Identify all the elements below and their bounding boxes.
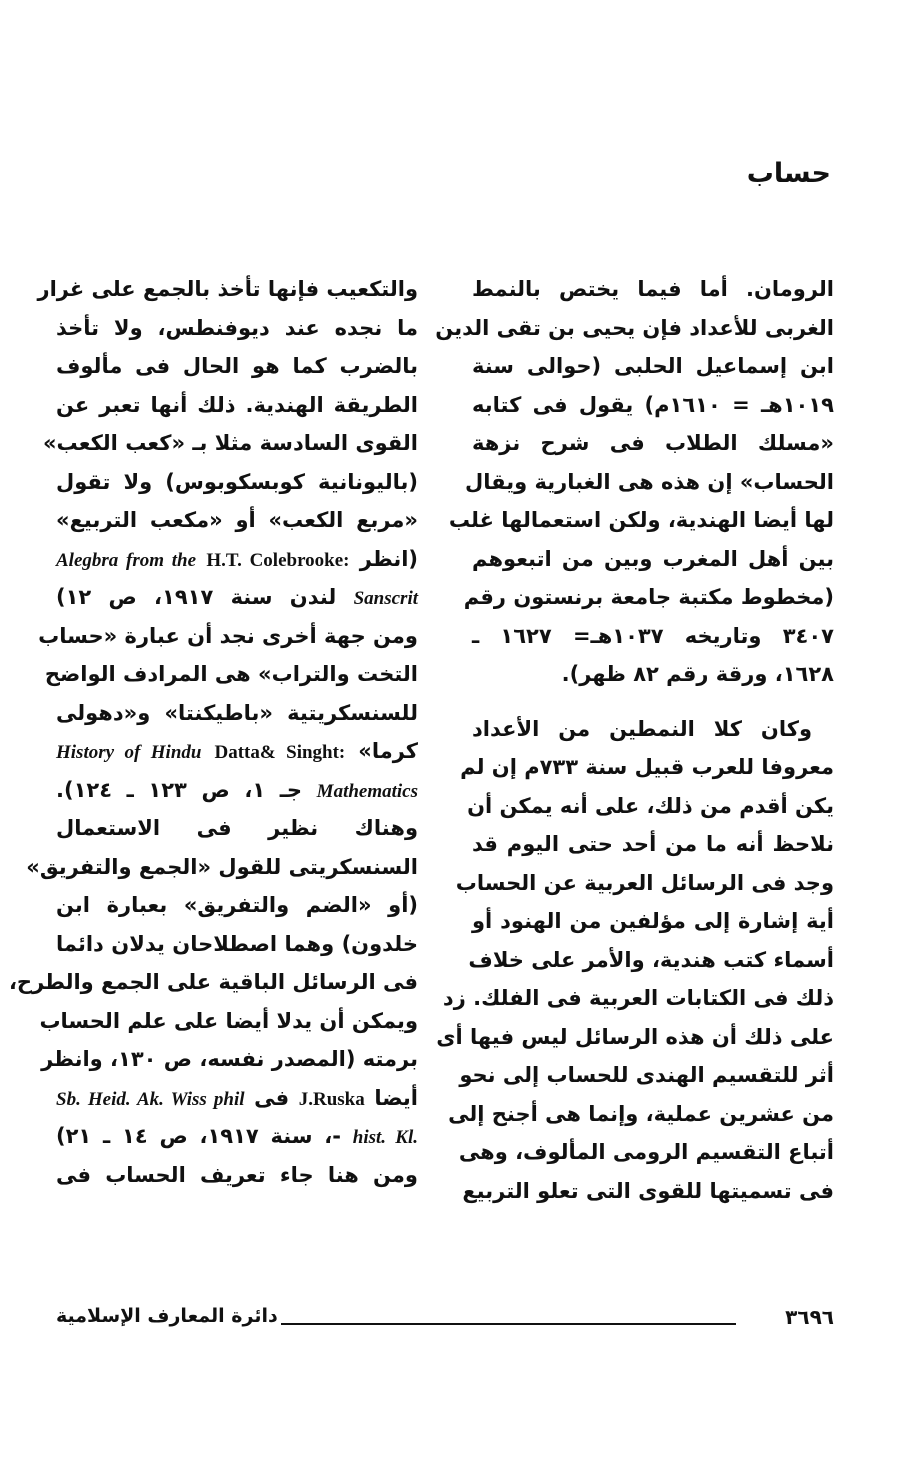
- text-line-mixed: [56, 1079, 418, 1118]
- text-line: السنسكريتى للقول «الجمع والتفريق»: [26, 854, 418, 879]
- latin-italic-text: Alegbra from the: [56, 549, 197, 571]
- right-column: [435, 270, 834, 1210]
- text-line: فى الرسائل الباقية على الجمع والطرح،: [8, 970, 418, 994]
- text-line: ١٦٢٨، ورقة رقم ٨٢ ظهر).: [561, 662, 834, 686]
- text-line: ما نجده عند ديوفنطس، ولا تأخذ: [56, 315, 418, 340]
- text-line: أسماء كتب هندية، والأمر على خلاف: [468, 947, 834, 972]
- latin-text: H.T. Colebrooke:: [206, 549, 350, 571]
- text-line: أثر للتقسيم الهندى للحساب إلى نحو: [459, 1063, 834, 1087]
- text-line: معروفا للعرب قبيل سنة ٧٣٣م إن لم: [460, 755, 834, 779]
- text-line: الغربى للأعداد فإن يحيى بن تقى الدين: [435, 315, 834, 340]
- text-segment: (انظر: [359, 546, 418, 571]
- text-line-mixed: [56, 771, 418, 810]
- latin-text: Datta& Singht:: [214, 742, 346, 763]
- latin-italic-text: hist. Kl.: [352, 1127, 418, 1148]
- latin-italic-text: Mathematics: [316, 780, 419, 802]
- text-line: ذلك فى الكتابات العربية فى الفلك. زد: [442, 986, 834, 1010]
- text-line: ومن هنا جاء تعريف الحساب فى: [56, 1162, 418, 1187]
- text-line: من عشرين عملية، وإنما هى أجنح إلى: [448, 1101, 834, 1126]
- text-line-mixed: [56, 732, 418, 771]
- text-line-mixed: [56, 540, 418, 579]
- text-line: ١٠١٩هـ = ١٦١٠م) يقول فى كتابه: [472, 392, 834, 417]
- text-line: التخت والتراب» هى المرادف الواضح: [44, 662, 418, 686]
- text-line-mixed: [56, 578, 418, 617]
- text-segment: كرما»: [358, 739, 419, 763]
- text-line: (باليونانية كوبسكوبوس) ولا تقول: [56, 469, 418, 494]
- text-line: للسنسكريتية «باطيكنتا» و«دهولى: [56, 700, 418, 725]
- text-segment: جـ ١، ص ١٢٣ ـ ١٢٤).: [56, 777, 303, 802]
- text-line: ومن جهة أخرى نجد أن عبارة «حساب: [38, 623, 418, 648]
- text-line: الرومان. أما فيما يختص بالنمط: [472, 277, 834, 301]
- text-segment: لندن سنة ١٩١٧، ص ١٢): [56, 585, 337, 609]
- paragraph-gap: [472, 694, 834, 710]
- page-number: ٣٦٩٦: [785, 1305, 834, 1329]
- publication-title: دائرة المعارف الإسلامية: [56, 1305, 278, 1327]
- text-line: يكن أقدم من ذلك، على أنه يمكن أن: [467, 793, 834, 818]
- text-line: «مربع الكعب» أو «مكعب التربيع»: [56, 508, 418, 532]
- text-line: «مسلك الطلاب فى شرح نزهة: [472, 431, 834, 455]
- text-line: ابن إسماعيل الحلبى (حوالى سنة: [472, 354, 834, 378]
- text-line-mixed: [56, 1117, 418, 1156]
- text-line: خلدون) وهما اصطلاحان يدلان دائما: [56, 931, 418, 956]
- text-line: لها أيضا الهندية، ولكن استعمالها غلب: [448, 508, 834, 532]
- text-line: أتباع التقسيم الرومى المألوف، وهى: [458, 1140, 834, 1164]
- text-segment: أيضا: [374, 1085, 418, 1110]
- text-line: أية إشارة إلى مؤلفين من الهنود أو: [472, 909, 834, 933]
- page-footer: [56, 1305, 834, 1335]
- text-line: على ذلك أن هذه الرسائل ليس فيها أى: [436, 1024, 834, 1049]
- text-line: برمته (المصدر نفسه، ص ١٣٠، وانظر: [41, 1047, 418, 1071]
- text-line: القوى السادسة مثلا بـ «كعب الكعب»: [42, 431, 418, 455]
- latin-italic-text: Sb. Heid. Ak. Wiss phil: [56, 1088, 245, 1110]
- text-line: وجد فى الرسائل العربية عن الحساب: [455, 870, 834, 895]
- text-line: بين أهل المغرب وبين من اتبعوهم: [472, 546, 834, 571]
- text-segment: فى: [254, 1085, 290, 1110]
- text-line: والتكعيب فإنها تأخذ بالجمع على غرار: [37, 277, 418, 301]
- text-line: وهناك نظير فى الاستعمال: [56, 816, 418, 840]
- text-line: وكان كلا النمطين من الأعداد: [472, 716, 812, 741]
- text-segment: -، سنة ١٩١٧، ص ١٤ ـ ٢١): [56, 1124, 341, 1148]
- text-line: (مخطوط مكتبة جامعة برنستون رقم: [463, 585, 834, 609]
- text-line: نلاحظ أنه ما من أحد حتى اليوم قد: [472, 832, 834, 856]
- text-line: الطريقة الهندية. ذلك أنها تعبر عن: [56, 392, 418, 417]
- footer-rule: [281, 1323, 736, 1325]
- latin-italic-text: Sanscrit: [353, 588, 419, 609]
- text-line: (أو «الضم والتفريق» بعبارة ابن: [56, 893, 418, 917]
- text-line: ويمكن أن يدلا أيضا على علم الحساب: [39, 1008, 418, 1033]
- text-line: فى تسميتها للقوى التى تعلو التربيع: [462, 1178, 834, 1203]
- latin-text: J.Ruska: [298, 1088, 365, 1110]
- left-column: [8, 270, 419, 1194]
- text-line: بالضرب كما هو الحال فى مألوف: [56, 354, 418, 378]
- running-head: حساب: [746, 158, 831, 189]
- text-line: الحساب» إن هذه هى الغبارية ويقال: [465, 469, 834, 494]
- text-line: ٣٤٠٧ وتاريخه ١٠٣٧هـ= ١٦٢٧ ـ: [472, 623, 834, 648]
- latin-italic-text: History of Hindu: [56, 742, 202, 763]
